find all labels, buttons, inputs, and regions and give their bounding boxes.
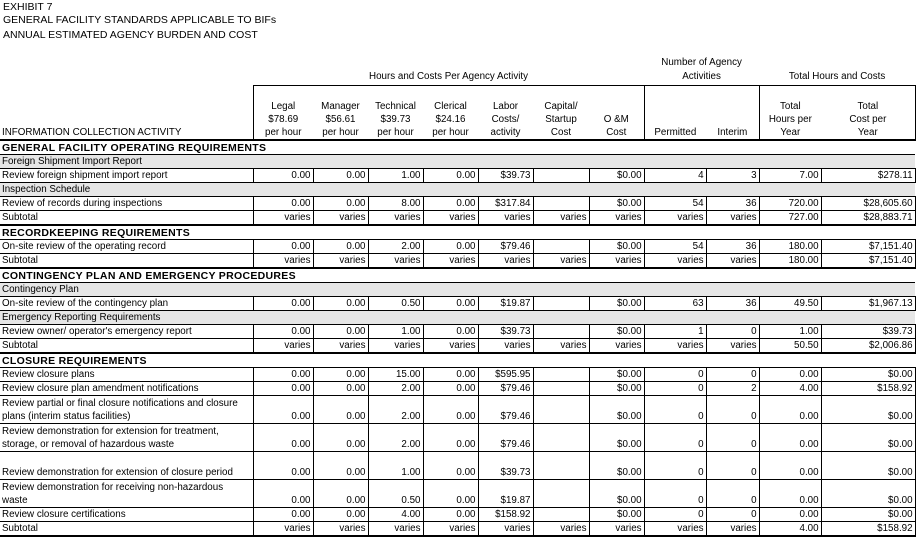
subtotal-row <box>0 522 915 537</box>
cell-technical: varies <box>368 522 423 537</box>
table-row <box>0 169 915 183</box>
activity-label: Review demonstration for extension of closure period <box>0 452 253 480</box>
cell-total-cost: $158.92 <box>821 522 915 537</box>
cell-legal: 0.00 <box>253 508 313 522</box>
cell-legal: 0.00 <box>253 368 313 382</box>
cell-total-hours: 0.00 <box>759 424 821 452</box>
cell-total-hours: 0.00 <box>759 368 821 382</box>
cell-clerical: 0.00 <box>423 424 478 452</box>
cell-labor-cost: varies <box>478 254 533 269</box>
cell-technical: 0.50 <box>368 297 423 311</box>
cell-labor-cost: $19.87 <box>478 480 533 508</box>
exhibit-subtitle: ANNUAL ESTIMATED AGENCY BURDEN AND COST <box>3 29 258 41</box>
cell-interim: 0 <box>706 424 759 452</box>
subsection-title: Inspection Schedule <box>0 183 915 197</box>
cell-interim: 0 <box>706 480 759 508</box>
cell-labor-cost: $595.95 <box>478 368 533 382</box>
cell-labor-cost: $158.92 <box>478 508 533 522</box>
cell-total-cost: $28,605.60 <box>821 197 915 211</box>
col-tothours-label: Total <box>779 100 801 112</box>
col-clerical-unit: per hour <box>432 126 469 138</box>
cell-total-hours: 0.00 <box>759 452 821 480</box>
cell-legal: 0.00 <box>253 396 313 424</box>
cell-total-hours: 4.00 <box>759 382 821 396</box>
cell-manager: 0.00 <box>313 382 368 396</box>
cell-total-cost: $0.00 <box>821 424 915 452</box>
activity-label: Review closure plans <box>0 368 253 382</box>
cell-technical: 8.00 <box>368 197 423 211</box>
cell-clerical: 0.00 <box>423 452 478 480</box>
cell-manager: 0.00 <box>313 169 368 183</box>
subtotal-row <box>0 254 915 269</box>
cell-interim: 0 <box>706 368 759 382</box>
cell-clerical: 0.00 <box>423 240 478 254</box>
table-row <box>0 297 915 311</box>
activity-label: Review of records during inspections <box>0 197 253 211</box>
cell-technical: varies <box>368 339 423 354</box>
cell-labor-cost: $79.46 <box>478 424 533 452</box>
cell-permitted: 0 <box>644 424 706 452</box>
section-header <box>0 268 915 283</box>
cell-technical: 1.00 <box>368 325 423 339</box>
cell-interim: varies <box>706 211 759 226</box>
cell-manager: varies <box>313 522 368 537</box>
activity-label: Review closure certifications <box>0 508 253 522</box>
cell-om-cost: varies <box>589 522 644 537</box>
col-legal-label: Legal <box>253 100 313 113</box>
cell-technical: 4.00 <box>368 508 423 522</box>
cell-clerical: 0.00 <box>423 396 478 424</box>
cell-legal: 0.00 <box>253 325 313 339</box>
col-technical-unit: per hour <box>377 126 414 138</box>
cell-total-cost: $28,883.71 <box>821 211 915 226</box>
cell-technical: 15.00 <box>368 368 423 382</box>
subtotal-label: Subtotal <box>0 522 253 537</box>
cell-labor-cost: $79.46 <box>478 240 533 254</box>
subsection-header <box>0 183 915 197</box>
cell-total-cost: $278.11 <box>821 169 915 183</box>
cell-interim: 2 <box>706 382 759 396</box>
table-row <box>0 240 915 254</box>
cell-manager: 0.00 <box>313 508 368 522</box>
cell-total-cost: $0.00 <box>821 480 915 508</box>
cell-total-cost: $7,151.40 <box>821 254 915 269</box>
cell-clerical: varies <box>423 522 478 537</box>
group-header-hours-costs: Hours and Costs Per Agency Activity <box>369 71 529 83</box>
col-labor-label: Labor <box>492 100 519 112</box>
cell-permitted: 0 <box>644 396 706 424</box>
cell-permitted: 0 <box>644 508 706 522</box>
cell-capital-cost <box>533 368 589 382</box>
cell-total-cost: $1,967.13 <box>821 297 915 311</box>
cell-technical: 0.50 <box>368 480 423 508</box>
cell-capital-cost <box>533 452 589 480</box>
cell-om-cost: $0.00 <box>589 240 644 254</box>
col-manager-label: Manager <box>321 100 360 112</box>
cell-technical: varies <box>368 211 423 226</box>
section-header <box>0 140 915 155</box>
cell-capital-cost: varies <box>533 522 589 537</box>
cell-total-cost: $0.00 <box>821 368 915 382</box>
cell-manager: 0.00 <box>313 325 368 339</box>
subsection-header <box>0 155 915 169</box>
cell-capital-cost: varies <box>533 211 589 226</box>
activity-label: Review partial or final closure notifications and closure plans (interim status facilities) <box>0 396 253 424</box>
cell-clerical: varies <box>423 339 478 354</box>
cell-total-cost: $0.00 <box>821 452 915 480</box>
cell-legal: 0.00 <box>253 480 313 508</box>
cell-total-cost: $39.73 <box>821 325 915 339</box>
cell-technical: 1.00 <box>368 452 423 480</box>
cell-interim: varies <box>706 254 759 269</box>
cell-permitted: 0 <box>644 452 706 480</box>
cell-legal: varies <box>253 211 313 226</box>
subtotal-label: Subtotal <box>0 211 253 226</box>
cell-clerical: varies <box>423 211 478 226</box>
cell-manager: varies <box>313 339 368 354</box>
cell-total-hours: 0.00 <box>759 508 821 522</box>
section-title: GENERAL FACILITY OPERATING REQUIREMENTS <box>0 140 915 155</box>
table-row <box>0 325 915 339</box>
cell-total-cost: $0.00 <box>821 508 915 522</box>
cell-legal: 0.00 <box>253 197 313 211</box>
table-row <box>0 424 915 452</box>
cell-capital-cost <box>533 197 589 211</box>
activity-label: Review closure plan amendment notifications <box>0 382 253 396</box>
group-header-activities-line2: Activities <box>682 71 721 83</box>
cell-om-cost: $0.00 <box>589 368 644 382</box>
cell-legal: 0.00 <box>253 240 313 254</box>
section-title: RECORDKEEPING REQUIREMENTS <box>0 225 915 240</box>
cell-permitted: varies <box>644 254 706 269</box>
col-clerical-rate: $24.16 <box>435 113 466 125</box>
table-row <box>0 480 915 508</box>
cell-capital-cost <box>533 396 589 424</box>
col-legal-rate: $78.69 <box>253 113 313 126</box>
col-totcost-label: Total <box>821 100 915 113</box>
cell-legal: varies <box>253 339 313 354</box>
col-manager-unit: per hour <box>322 126 359 138</box>
cell-total-hours: 50.50 <box>759 339 821 354</box>
cell-manager: 0.00 <box>313 197 368 211</box>
cell-technical: 2.00 <box>368 424 423 452</box>
col-tothours-line2: Hours per <box>768 113 812 125</box>
col-technical-label: Technical <box>375 100 416 112</box>
activity-label: Review owner/ operator's emergency report <box>0 325 253 339</box>
cell-manager: 0.00 <box>313 480 368 508</box>
exhibit-number: EXHIBIT 7 <box>3 1 53 13</box>
cell-clerical: 0.00 <box>423 508 478 522</box>
col-om-line2: Cost <box>589 126 644 140</box>
col-tothours-line3: Year <box>780 126 801 138</box>
cell-interim: varies <box>706 522 759 537</box>
col-interim: Interim <box>706 126 759 140</box>
cell-total-hours: 727.00 <box>759 211 821 226</box>
cell-permitted: varies <box>644 522 706 537</box>
cell-permitted: 54 <box>644 240 706 254</box>
subtotal-row <box>0 339 915 354</box>
cell-interim: 0 <box>706 452 759 480</box>
cell-total-hours: 180.00 <box>759 240 821 254</box>
subsection-header <box>0 311 915 325</box>
cell-total-cost: $158.92 <box>821 382 915 396</box>
cell-interim: 0 <box>706 508 759 522</box>
cell-total-hours: 180.00 <box>759 254 821 269</box>
cell-manager: varies <box>313 211 368 226</box>
cell-interim: 3 <box>706 169 759 183</box>
cell-technical: 1.00 <box>368 169 423 183</box>
group-header-activities-line1: Number of Agency <box>661 57 742 68</box>
subsection-header <box>0 283 915 297</box>
cell-om-cost: $0.00 <box>589 508 644 522</box>
cell-om-cost: $0.00 <box>589 325 644 339</box>
cell-total-hours: 7.00 <box>759 169 821 183</box>
cell-permitted: 0 <box>644 480 706 508</box>
col-labor-line2: Costs/ <box>491 113 520 125</box>
cell-labor-cost: $39.73 <box>478 452 533 480</box>
cell-clerical: 0.00 <box>423 480 478 508</box>
col-clerical-label: Clerical <box>434 100 467 112</box>
cell-labor-cost: $317.84 <box>478 197 533 211</box>
cell-clerical: 0.00 <box>423 197 478 211</box>
cell-capital-cost <box>533 169 589 183</box>
section-title: CONTINGENCY PLAN AND EMERGENCY PROCEDURES <box>0 268 915 283</box>
cell-technical: 2.00 <box>368 396 423 424</box>
cell-labor-cost: $79.46 <box>478 382 533 396</box>
table-row <box>0 508 915 522</box>
cell-legal: 0.00 <box>253 297 313 311</box>
col-activity-header: INFORMATION COLLECTION ACTIVITY <box>2 126 182 138</box>
cell-capital-cost <box>533 480 589 508</box>
cell-om-cost: $0.00 <box>589 424 644 452</box>
cell-capital-cost <box>533 325 589 339</box>
col-totcost-line2: Cost per <box>821 113 915 126</box>
cell-om-cost: $0.00 <box>589 197 644 211</box>
table-row <box>0 396 915 424</box>
cell-manager: varies <box>313 254 368 269</box>
col-capital-line2: Startup <box>545 113 577 125</box>
cell-permitted: 0 <box>644 382 706 396</box>
cell-permitted: 4 <box>644 169 706 183</box>
section-header <box>0 225 915 240</box>
cell-capital-cost: varies <box>533 254 589 269</box>
cell-manager: 0.00 <box>313 424 368 452</box>
cell-manager: 0.00 <box>313 396 368 424</box>
col-labor-line3: activity <box>490 126 521 138</box>
cell-labor-cost: varies <box>478 211 533 226</box>
subtotal-row <box>0 211 915 226</box>
col-totcost-line3: Year <box>821 126 915 140</box>
cell-legal: varies <box>253 522 313 537</box>
cell-capital-cost <box>533 424 589 452</box>
cell-om-cost: varies <box>589 339 644 354</box>
cell-labor-cost: $39.73 <box>478 325 533 339</box>
cell-om-cost: $0.00 <box>589 480 644 508</box>
cell-manager: 0.00 <box>313 297 368 311</box>
subtotal-label: Subtotal <box>0 254 253 269</box>
cell-total-cost: $7,151.40 <box>821 240 915 254</box>
cell-capital-cost <box>533 297 589 311</box>
cell-interim: 36 <box>706 297 759 311</box>
activity-label: On-site review of the operating record <box>0 240 253 254</box>
table-body <box>0 140 915 536</box>
cell-total-hours: 4.00 <box>759 522 821 537</box>
cell-om-cost: $0.00 <box>589 396 644 424</box>
cell-om-cost: $0.00 <box>589 382 644 396</box>
table-row <box>0 452 915 480</box>
cell-technical: 2.00 <box>368 240 423 254</box>
table-row <box>0 368 915 382</box>
cell-permitted: varies <box>644 211 706 226</box>
burden-cost-table <box>0 56 916 537</box>
col-technical-rate: $39.73 <box>380 113 411 125</box>
cell-capital-cost <box>533 240 589 254</box>
table-row <box>0 382 915 396</box>
col-manager-rate: $56.61 <box>325 113 356 125</box>
cell-legal: 0.00 <box>253 424 313 452</box>
cell-labor-cost: varies <box>478 522 533 537</box>
cell-legal: 0.00 <box>253 169 313 183</box>
cell-clerical: 0.00 <box>423 325 478 339</box>
cell-clerical: 0.00 <box>423 297 478 311</box>
cell-legal: 0.00 <box>253 382 313 396</box>
cell-om-cost: $0.00 <box>589 452 644 480</box>
cell-manager: 0.00 <box>313 452 368 480</box>
cell-om-cost: varies <box>589 254 644 269</box>
cell-total-hours: 49.50 <box>759 297 821 311</box>
cell-om-cost: $0.00 <box>589 169 644 183</box>
cell-interim: 36 <box>706 197 759 211</box>
cell-total-hours: 0.00 <box>759 480 821 508</box>
cell-permitted: varies <box>644 339 706 354</box>
cell-permitted: 0 <box>644 368 706 382</box>
cell-technical: varies <box>368 254 423 269</box>
cell-total-hours: 720.00 <box>759 197 821 211</box>
cell-labor-cost: $79.46 <box>478 396 533 424</box>
cell-legal: varies <box>253 254 313 269</box>
cell-clerical: 0.00 <box>423 368 478 382</box>
cell-om-cost: varies <box>589 211 644 226</box>
cell-labor-cost: varies <box>478 339 533 354</box>
group-header-total: Total Hours and Costs <box>788 71 886 83</box>
cell-permitted: 63 <box>644 297 706 311</box>
cell-interim: 0 <box>706 325 759 339</box>
activity-label: Review demonstration for receiving non-hazardous waste <box>0 480 253 508</box>
col-om-label: O &M <box>589 113 644 126</box>
activity-label: Review demonstration for extension for treatment, storage, or removal of hazardous waste <box>0 424 253 452</box>
section-title: CLOSURE REQUIREMENTS <box>0 353 915 368</box>
cell-interim: varies <box>706 339 759 354</box>
cell-om-cost: $0.00 <box>589 297 644 311</box>
col-permitted: Permitted <box>654 126 697 138</box>
table-row <box>0 197 915 211</box>
cell-total-cost: $0.00 <box>821 396 915 424</box>
cell-capital-cost <box>533 508 589 522</box>
cell-interim: 36 <box>706 240 759 254</box>
exhibit-title: GENERAL FACILITY STANDARDS APPLICABLE TO BIFs <box>3 14 277 26</box>
cell-interim: 0 <box>706 396 759 424</box>
cell-legal: 0.00 <box>253 452 313 480</box>
col-legal-unit: per hour <box>253 126 313 140</box>
cell-manager: 0.00 <box>313 368 368 382</box>
cell-total-cost: $2,006.86 <box>821 339 915 354</box>
subtotal-label: Subtotal <box>0 339 253 354</box>
cell-labor-cost: $39.73 <box>478 169 533 183</box>
cell-labor-cost: $19.87 <box>478 297 533 311</box>
cell-total-hours: 0.00 <box>759 396 821 424</box>
cell-capital-cost <box>533 382 589 396</box>
cell-capital-cost: varies <box>533 339 589 354</box>
col-capital-line3: Cost <box>550 126 572 138</box>
cell-permitted: 54 <box>644 197 706 211</box>
cell-technical: 2.00 <box>368 382 423 396</box>
activity-label: Review foreign shipment import report <box>0 169 253 183</box>
subsection-title: Contingency Plan <box>0 283 915 297</box>
cell-clerical: varies <box>423 254 478 269</box>
col-capital-label: Capital/ <box>544 100 578 112</box>
cell-permitted: 1 <box>644 325 706 339</box>
cell-clerical: 0.00 <box>423 169 478 183</box>
subsection-title: Emergency Reporting Requirements <box>0 311 915 325</box>
section-header <box>0 353 915 368</box>
cell-total-hours: 1.00 <box>759 325 821 339</box>
subsection-title: Foreign Shipment Import Report <box>0 155 915 169</box>
cell-clerical: 0.00 <box>423 382 478 396</box>
activity-label: On-site review of the contingency plan <box>0 297 253 311</box>
cell-manager: 0.00 <box>313 240 368 254</box>
